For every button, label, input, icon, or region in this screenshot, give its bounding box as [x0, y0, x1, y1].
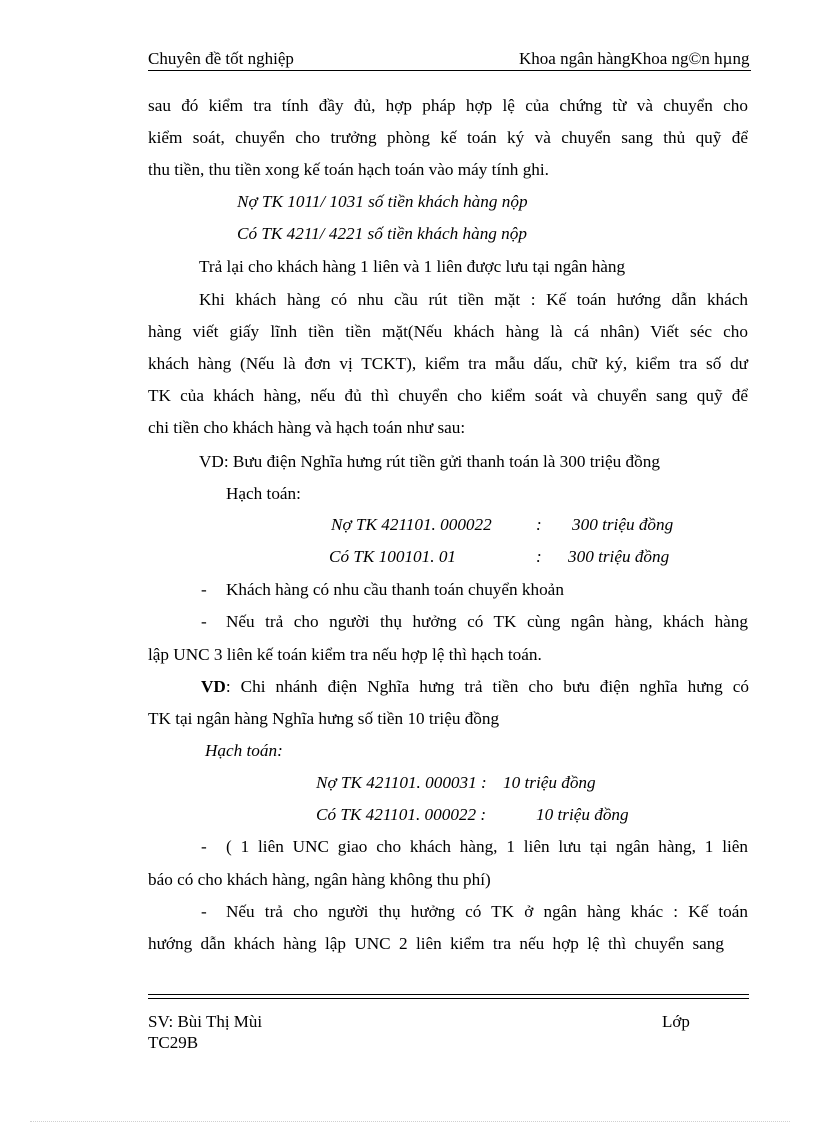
- entry-debit-3-account: Nợ TK 421101. 000031 :: [316, 773, 487, 792]
- example-2: [201, 671, 749, 703]
- example-2-label: VD: [201, 677, 226, 696]
- entry-debit-2-account: Nợ TK 421101. 000022: [331, 515, 492, 534]
- body-line-8: hàng viết giấy lĩnh tiền tiền mặt(Nếu khách hàng là cá nhân) Viết séc cho: [148, 322, 748, 341]
- bullet-dash-4: -: [201, 902, 207, 921]
- example-1: VD: Bưu điện Nghĩa hưng rút tiền gửi thanh toán là 300 triệu đồng: [199, 452, 660, 471]
- body-line-23: hướng dẫn khách hàng lập UNC 2 liên kiểm tra nếu hợp lệ thì chuyển sang: [148, 934, 724, 953]
- bullet-1-text: Khách hàng có nhu cầu thanh toán chuyển khoản: [226, 580, 564, 599]
- header-right: Khoa ngân hàngKhoa ng©n hµng: [519, 49, 750, 68]
- entry-debit-3-amount: 10 triệu đồng: [503, 773, 596, 792]
- footer-student: SV: Bùi Thị Mùi: [148, 1012, 263, 1031]
- bullet-2-text: Nếu trả cho người thụ hưởng có TK cùng ngân hàng, khách hàng: [226, 612, 748, 631]
- bullet-dash-1: -: [201, 580, 207, 599]
- footer-class-label: Lớp: [662, 1012, 690, 1031]
- entry-debit-2-amount: 300 triệu đồng: [572, 515, 674, 534]
- entry-credit-3-amount: 10 triệu đồng: [536, 805, 629, 824]
- entry-credit-2-colon: :: [536, 547, 542, 566]
- bullet-dash-2: -: [201, 612, 207, 631]
- entry-credit-2-account: Có TK 100101. 01: [329, 547, 457, 566]
- accounting-label-2: Hạch toán:: [205, 741, 283, 760]
- footer-rule-top: [148, 994, 749, 995]
- bullet-dash-3: -: [201, 837, 207, 856]
- entry-credit-2-amount: 300 triệu đồng: [568, 547, 670, 566]
- entry-credit-3-account: Có TK 421101. 000022 :: [316, 805, 487, 824]
- body-line-11: chi tiền cho khách hàng và hạch toán như sau:: [148, 418, 466, 437]
- body-line-10: TK của khách hàng, nếu đủ thì chuyển cho kiểm soát và chuyển sang quỹ để: [148, 386, 748, 405]
- body-line-7: Khi khách hàng có nhu cầu rút tiền mặt : Kế toán hướng dẫn khách: [199, 290, 748, 309]
- body-line-3: thu tiền, thu tiền xong kế toán hạch toán vào máy tính ghi.: [148, 160, 549, 179]
- body-line-1: sau đó kiểm tra tính đầy đủ, hợp pháp hợp lệ của chứng từ và chuyển cho: [148, 96, 748, 115]
- bullet-4-text: Nếu trả cho người thụ hưởng có TK ở ngân hàng khác : Kế toán: [226, 902, 748, 921]
- footer-rule-bottom: [148, 998, 749, 999]
- body-line-16: lập UNC 3 liên kế toán kiểm tra nếu hợp lệ thì hạch toán.: [148, 645, 542, 664]
- example-2-text: : Chi nhánh điện Nghĩa hưng trả tiền cho bưu điện nghĩa hưng có: [225, 677, 749, 696]
- body-line-21: báo có cho khách hàng, ngân hàng không thu phí): [148, 870, 491, 889]
- header-left: Chuyên đề tốt nghiệp: [148, 49, 294, 68]
- entry-debit-2-colon: :: [536, 515, 542, 534]
- page-edge-dots: [30, 1121, 790, 1122]
- body-line-18: TK tại ngân hàng Nghĩa hưng số tiền 10 triệu đồng: [148, 709, 500, 728]
- bullet-3-text: ( 1 liên UNC giao cho khách hàng, 1 liên lưu tại ngân hàng, 1 liên: [226, 837, 748, 856]
- footer-class-code: TC29B: [148, 1033, 199, 1052]
- body-line-9: khách hàng (Nếu là đơn vị TCKT), kiểm tra mẫu dấu, chữ ký, kiểm tra số dư: [148, 354, 748, 373]
- body-line-2: kiểm soát, chuyển cho trưởng phòng kế toán ký và chuyển sang thủ quỹ để: [148, 128, 748, 147]
- header-rule: [148, 70, 751, 71]
- entry-credit-1: Có TK 4211/ 4221 số tiền khách hàng nộp: [237, 224, 527, 243]
- accounting-label-1: Hạch toán:: [226, 484, 301, 503]
- entry-debit-1: Nợ TK 1011/ 1031 số tiền khách hàng nộp: [237, 192, 528, 211]
- body-line-6: Trả lại cho khách hàng 1 liên và 1 liên được lưu tại ngân hàng: [199, 257, 626, 276]
